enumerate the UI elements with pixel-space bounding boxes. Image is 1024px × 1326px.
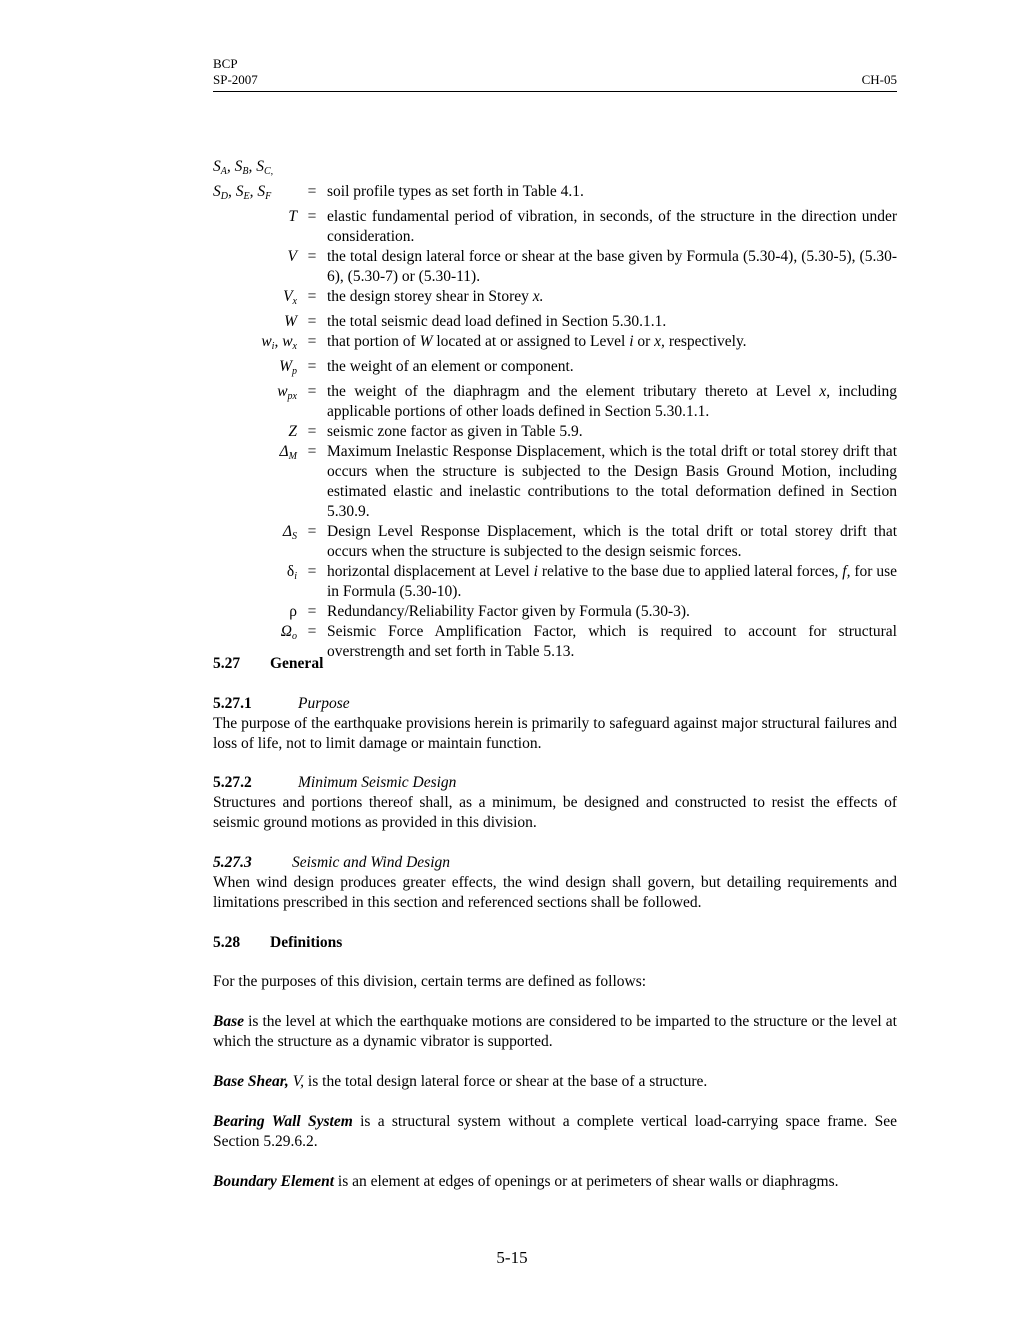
page-header (213, 56, 897, 88)
equals-sign: = (307, 443, 317, 460)
notation-symbol: Z (288, 423, 297, 440)
header-code: BCP (213, 56, 238, 71)
subsection-heading: 5.27.3 Seismic and Wind Design (213, 854, 450, 871)
notation-row-delta-i (213, 562, 897, 602)
equals-sign: = (307, 288, 317, 305)
notation-row-wi (213, 332, 897, 357)
notation-desc: horizontal displacement at Level i relative to the base due to applied lateral forces, f, for use in Formula (5.30-10). (327, 563, 897, 600)
equals-sign: = (307, 208, 317, 225)
equals-sign: = (307, 563, 317, 580)
equals-sign: = (307, 358, 317, 375)
definitions-intro: For the purposes of this division, certain terms are defined as follows: (213, 973, 647, 990)
notation-row-t (213, 207, 897, 247)
equals-sign: = (307, 333, 317, 350)
notation-row-delta-s (213, 522, 897, 562)
notation-symbol: $w_i$, $w_x$ (261, 333, 297, 352)
equals-sign: = (307, 623, 317, 640)
notation-symbol: T (288, 208, 297, 225)
notation-desc: seismic zone factor as given in Table 5.9. (327, 423, 583, 440)
notation-row-soil (213, 182, 897, 207)
notation-symbol: $w_{px}$ (277, 383, 297, 402)
paragraph: The purpose of the earthquake provisions herein is primarily to safeguard against major structural failures and loss of life, not to limit damage or maintain function. (213, 715, 897, 752)
notation-desc: the total design lateral force or shear at the base given by Formula (5.30-4), (5.30-5), (5.30-6), (5.30-7) or (5.30-11). (327, 248, 897, 285)
notation-row-delta-m (213, 442, 897, 522)
notation-row-wp (213, 357, 897, 382)
section-5-27-heading: 5.27 General (213, 655, 324, 672)
notation-row-rho (213, 602, 897, 622)
notation-symbol: $V_x$ (283, 288, 297, 307)
notation-symbol: $\Delta_S$ (282, 523, 297, 542)
notation-desc: the weight of the diaphragm and the element tributary thereto at Level x, including applicable portions of other loads defined in Section 5.30.1.1. (327, 383, 897, 420)
equals-sign: = (307, 383, 317, 400)
notation-list (213, 157, 897, 662)
equals-sign: = (307, 313, 317, 330)
definition-base-shear: Base Shear, V, is the total design lateral force or shear at the base of a structure. (213, 1073, 708, 1090)
notation-desc: elastic fundamental period of vibration, in seconds, of the structure in the direction under consideration. (327, 208, 897, 245)
notation-symbol: $\Delta_M$ (279, 443, 297, 462)
notation-symbol: $S_A$, $S_B$, $S_{C,}$ (213, 158, 274, 177)
notation-desc: Design Level Response Displacement, which is the total drift or total storey drift that occurs when the structure is subjected to the design seismic forces. (327, 523, 897, 560)
notation-symbol: $S_D$, $S_E$, $S_F$ (213, 183, 272, 202)
notation-row-vx (213, 287, 897, 312)
notation-symbol: $\delta_i$ (286, 563, 297, 582)
notation-row-z (213, 422, 897, 442)
header-chapter: CH-05 (861, 72, 897, 87)
subsection-heading: 5.27.1 Purpose (213, 695, 350, 712)
header-edition: SP-2007 (213, 72, 258, 87)
equals-sign: = (307, 603, 317, 620)
section-5-27-2 (213, 773, 897, 833)
notation-desc: Seismic Force Amplification Factor, which is required to account for structural overstrength and set forth in Table 5.13. (327, 623, 897, 660)
definition-bearing-wall-system: Bearing Wall System is a structural system without a complete vertical load-carrying space frame. See Section 5.29.6.2. (213, 1113, 897, 1150)
notation-row-wpx (213, 382, 897, 422)
notation-symbol: W (284, 313, 297, 330)
notation-desc: the total seismic dead load defined in Section 5.30.1.1. (327, 313, 667, 330)
equals-sign: = (307, 523, 317, 540)
page-number: 5-15 (496, 1248, 528, 1267)
equals-sign: = (307, 248, 317, 265)
notation-desc: that portion of W located at or assigned to Level i or x, respectively. (327, 333, 747, 350)
definition-base: Base is the level at which the earthquake motions are considered to be imparted to the structure or the level at which the structure as a dynamic vibrator is supported. (213, 1013, 897, 1050)
definition-boundary-element: Boundary Element is an element at edges of openings or at perimeters of shear walls or diaphragms. (213, 1173, 839, 1190)
notation-desc: Redundancy/Reliability Factor given by Formula (5.30-3). (327, 603, 690, 620)
paragraph: When wind design produces greater effects, the wind design shall govern, but detailing requirements and limitations prescribed in this section and referenced sections shall be followed. (213, 874, 897, 911)
equals-sign: = (307, 183, 317, 200)
notation-row-v (213, 247, 897, 287)
notation-row-w (213, 312, 897, 332)
notation-desc: the weight of an element or component. (327, 358, 574, 375)
notation-row-sa (213, 157, 897, 182)
section-5-27-3 (213, 853, 897, 913)
equals-sign: = (307, 423, 317, 440)
notation-symbol: $W_p$ (279, 358, 297, 377)
notation-desc: Maximum Inelastic Response Displacement, which is the total drift or total storey drift that occurs when the structure is subjected to the Design Basis Ground Motion, including estimated elastic and inelastic contributions to the total deformation defined in Section 5.30.9. (327, 443, 897, 520)
notation-symbol: $\Omega_o$ (280, 623, 297, 642)
section-5-28-heading: 5.28 Definitions (213, 934, 343, 951)
header-rule (213, 91, 897, 92)
section-5-27-1 (213, 694, 897, 754)
notation-symbol: ρ (289, 603, 297, 620)
subsection-heading: 5.27.2 Minimum Seismic Design (213, 774, 457, 791)
notation-symbol: V (287, 248, 297, 265)
paragraph: Structures and portions thereof shall, as a minimum, be designed and constructed to resist the effects of seismic ground motions as provided in this division. (213, 794, 897, 831)
notation-desc: soil profile types as set forth in Table 4.1. (327, 183, 584, 200)
notation-desc: the design storey shear in Storey x. (327, 288, 544, 305)
